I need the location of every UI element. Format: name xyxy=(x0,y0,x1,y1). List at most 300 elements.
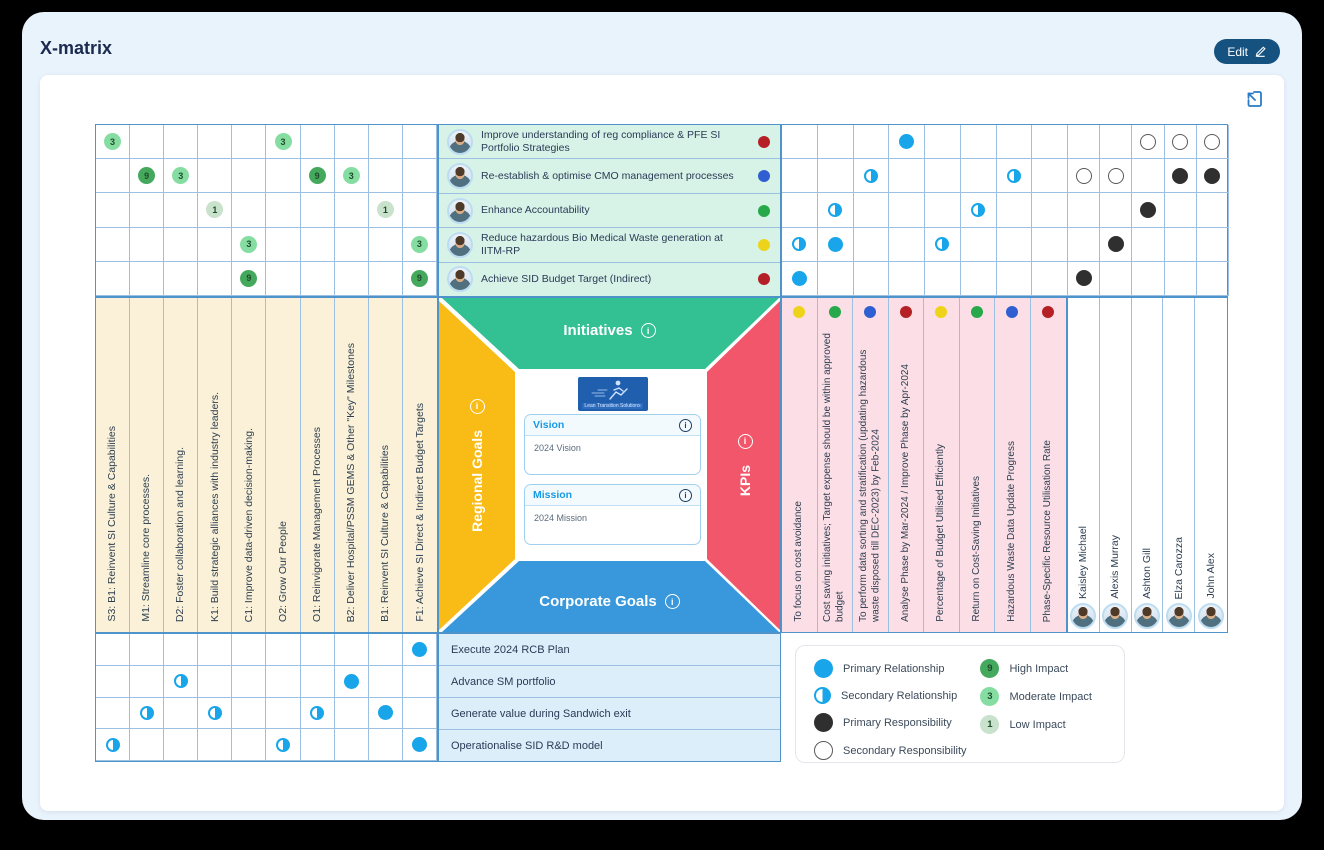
matrix-cell[interactable] xyxy=(369,262,403,296)
person-name-wrap xyxy=(1077,298,1090,599)
resp-secondary-mark[interactable] xyxy=(1108,168,1124,184)
resp-primary-mark[interactable] xyxy=(1076,270,1092,286)
regional-goal-label: K1: Build strategic alliances with industry leaders. xyxy=(208,392,221,622)
matrix-cell[interactable] xyxy=(997,193,1033,227)
person-name: Ashton Gill xyxy=(1140,548,1153,599)
secondary-mark[interactable] xyxy=(828,203,842,217)
matrix-cell[interactable] xyxy=(96,159,130,193)
impact-swatch: 9 xyxy=(980,659,999,678)
resp-primary-swatch xyxy=(814,713,833,732)
matrix-cell[interactable] xyxy=(198,729,232,761)
matrix-cell[interactable] xyxy=(1068,125,1100,159)
matrix-cell[interactable] xyxy=(335,729,369,761)
kpi-status-dot xyxy=(900,306,912,318)
legend-item xyxy=(814,741,980,760)
matrix-cell[interactable] xyxy=(925,262,961,296)
matrix-cell[interactable] xyxy=(301,125,335,159)
matrix-cell[interactable] xyxy=(96,666,130,698)
matrix-cell[interactable] xyxy=(164,193,198,227)
matrix-cell[interactable] xyxy=(1132,193,1164,227)
matrix-cell[interactable] xyxy=(403,666,437,698)
matrix-cell[interactable] xyxy=(1100,262,1132,296)
legend-label: Moderate Impact xyxy=(1009,690,1092,703)
matrix-cell[interactable] xyxy=(1100,159,1132,193)
impact-badge[interactable]: 1 xyxy=(206,201,223,218)
resp-primary-mark[interactable] xyxy=(1140,202,1156,218)
legend-label: Secondary Relationship xyxy=(841,689,958,702)
matrix-cell[interactable] xyxy=(1100,193,1132,227)
matrix-cell[interactable] xyxy=(301,634,335,666)
matrix-cell[interactable] xyxy=(889,159,925,193)
kpi-column[interactable] xyxy=(853,298,889,632)
matrix-cell[interactable] xyxy=(1068,228,1100,262)
matrix-cell[interactable] xyxy=(232,159,266,193)
legend-item xyxy=(814,687,980,704)
matrix-cell[interactable] xyxy=(369,634,403,666)
matrix-cell[interactable] xyxy=(96,729,130,761)
regional-goal-column[interactable] xyxy=(232,298,266,632)
matrix-cell[interactable] xyxy=(818,228,854,262)
secondary-mark[interactable] xyxy=(140,706,154,720)
primary-mark[interactable] xyxy=(412,737,427,752)
matrix-cell[interactable] xyxy=(1068,159,1100,193)
matrix-cell[interactable] xyxy=(130,666,164,698)
info-icon[interactable]: i xyxy=(738,434,753,449)
regional-goals-label-text: Regional Goals xyxy=(469,429,485,532)
primary-mark[interactable] xyxy=(412,642,427,657)
impact-badge[interactable]: 3 xyxy=(343,167,360,184)
matrix-cell[interactable] xyxy=(96,698,130,730)
matrix-cell[interactable] xyxy=(301,666,335,698)
matrix-cell[interactable] xyxy=(403,228,437,262)
matrix-cell[interactable] xyxy=(130,698,164,730)
person-column[interactable] xyxy=(1068,298,1100,632)
matrix-cell[interactable] xyxy=(130,729,164,761)
matrix-cell[interactable] xyxy=(130,193,164,227)
kpi-column[interactable] xyxy=(960,298,996,632)
matrix-cell[interactable] xyxy=(198,262,232,296)
matrix-cell[interactable] xyxy=(335,666,369,698)
matrix-cell[interactable] xyxy=(997,159,1033,193)
legend-label: High Impact xyxy=(1009,662,1069,675)
secondary-mark[interactable] xyxy=(792,237,806,251)
matrix-cell[interactable] xyxy=(96,262,130,296)
matrix-cell[interactable] xyxy=(369,698,403,730)
matrix-cell[interactable] xyxy=(925,193,961,227)
impact-badge[interactable]: 9 xyxy=(240,270,257,287)
person-name-wrap xyxy=(1141,298,1154,599)
corporate-goal-label: Operationalise SID R&D model xyxy=(451,739,603,752)
kpi-column[interactable] xyxy=(889,298,925,632)
edit-button-label: Edit xyxy=(1227,44,1248,59)
matrix-cell[interactable] xyxy=(1132,262,1164,296)
matrix-cell[interactable] xyxy=(232,634,266,666)
kpi-column[interactable] xyxy=(995,298,1031,632)
matrix-cell[interactable] xyxy=(301,698,335,730)
matrix-cell[interactable] xyxy=(1197,193,1229,227)
matrix-cell[interactable] xyxy=(335,634,369,666)
lts-logo xyxy=(578,377,648,411)
corporate-goal-row[interactable] xyxy=(439,634,780,666)
matrix-cell[interactable] xyxy=(301,729,335,761)
matrix-cell[interactable] xyxy=(854,228,890,262)
matrix-cell[interactable] xyxy=(96,193,130,227)
matrix-cell[interactable] xyxy=(232,698,266,730)
xmatrix-canvas xyxy=(40,75,1284,811)
matrix-cell[interactable] xyxy=(997,262,1033,296)
matrix-cell[interactable] xyxy=(335,193,369,227)
matrix-cell[interactable] xyxy=(369,228,403,262)
matrix-cell[interactable] xyxy=(403,698,437,730)
info-icon[interactable]: i xyxy=(679,419,692,432)
resp-secondary-mark[interactable] xyxy=(1140,134,1156,150)
matrix-cell[interactable] xyxy=(403,729,437,761)
matrix-cell[interactable] xyxy=(403,634,437,666)
legend-relationships xyxy=(814,659,980,757)
matrix-cell[interactable] xyxy=(818,125,854,159)
initiative-row[interactable] xyxy=(439,194,780,228)
primary-mark[interactable] xyxy=(344,674,359,689)
matrix-cell[interactable] xyxy=(266,729,300,761)
people-columns xyxy=(1067,297,1228,633)
matrix-cell[interactable] xyxy=(266,159,300,193)
primary-mark[interactable] xyxy=(828,237,843,252)
regional-goal-column[interactable] xyxy=(403,298,437,632)
vision-card[interactable] xyxy=(524,414,701,475)
matrix-cell[interactable] xyxy=(818,159,854,193)
secondary-mark[interactable] xyxy=(106,738,120,752)
matrix-cell[interactable] xyxy=(96,228,130,262)
kpi-column[interactable] xyxy=(818,298,854,632)
primary-swatch xyxy=(814,659,833,678)
secondary-mark[interactable] xyxy=(935,237,949,251)
impact-badge[interactable]: 9 xyxy=(309,167,326,184)
matrix-cell[interactable] xyxy=(301,193,335,227)
matrix-cell[interactable] xyxy=(961,193,997,227)
matrix-cell[interactable] xyxy=(198,159,232,193)
matrix-cell[interactable] xyxy=(818,262,854,296)
mission-value: 2024 Mission xyxy=(534,513,588,523)
regional-goal-label: O1: Reinvigorate Management Processes xyxy=(310,427,323,622)
matrix-cell[interactable] xyxy=(1068,262,1100,296)
mission-title: Mission xyxy=(533,489,573,501)
impact-badge[interactable]: 9 xyxy=(411,270,428,287)
avatar xyxy=(1070,603,1096,629)
matrix-cell[interactable] xyxy=(164,262,198,296)
info-icon[interactable]: i xyxy=(470,399,485,414)
matrix-cell[interactable] xyxy=(854,193,890,227)
matrix-cell[interactable] xyxy=(266,698,300,730)
primary-mark[interactable] xyxy=(792,271,807,286)
kpi-column[interactable] xyxy=(924,298,960,632)
matrix-cell[interactable] xyxy=(782,262,818,296)
mission-card[interactable] xyxy=(524,484,701,545)
matrix-cell[interactable] xyxy=(854,125,890,159)
info-icon[interactable]: i xyxy=(679,489,692,502)
matrix-cell[interactable] xyxy=(1165,228,1197,262)
matrix-cell[interactable] xyxy=(198,666,232,698)
initiative-row[interactable] xyxy=(439,228,780,262)
resp-primary-mark[interactable] xyxy=(1108,236,1124,252)
matrix-cell[interactable] xyxy=(854,262,890,296)
matrix-cell[interactable] xyxy=(369,666,403,698)
matrix-cell[interactable] xyxy=(403,125,437,159)
secondary-mark[interactable] xyxy=(864,169,878,183)
initiative-label: Reduce hazardous Bio Medical Waste generation at IITM-RP xyxy=(481,232,723,257)
impact-badge[interactable]: 3 xyxy=(104,133,121,150)
relationship-grid-top-right xyxy=(781,124,1228,297)
matrix-cell[interactable] xyxy=(997,228,1033,262)
matrix-cell[interactable] xyxy=(1032,159,1068,193)
matrix-cell[interactable] xyxy=(961,159,997,193)
matrix-cell[interactable] xyxy=(335,228,369,262)
matrix-cell[interactable] xyxy=(889,125,925,159)
matrix-cell[interactable] xyxy=(266,193,300,227)
kpi-column[interactable] xyxy=(1031,298,1067,632)
regional-goal-label: C1: Improve data-driven decision-making. xyxy=(242,427,255,622)
matrix-cell[interactable] xyxy=(403,262,437,296)
matrix-cell[interactable] xyxy=(889,228,925,262)
expand-icon[interactable] xyxy=(1242,87,1266,111)
relationship-grid-bottom-left xyxy=(95,633,438,762)
legend-item xyxy=(814,659,980,678)
initiative-row[interactable] xyxy=(439,263,780,296)
matrix-cell[interactable] xyxy=(232,729,266,761)
matrix-cell[interactable] xyxy=(232,193,266,227)
edit-button[interactable] xyxy=(1214,39,1280,64)
kpi-label: Cost saving initiatives; Target expense should be within approved budget xyxy=(822,333,846,622)
kpi-status-dot xyxy=(1042,306,1054,318)
matrix-cell[interactable] xyxy=(1132,125,1164,159)
matrix-cell[interactable] xyxy=(369,729,403,761)
matrix-cell[interactable] xyxy=(335,262,369,296)
initiatives-list xyxy=(438,124,781,297)
matrix-cell[interactable] xyxy=(232,666,266,698)
matrix-cell[interactable] xyxy=(403,193,437,227)
initiative-row[interactable] xyxy=(439,125,780,159)
regional-goal-label: D2: Foster collaboration and learning. xyxy=(174,446,187,622)
corporate-goal-row[interactable] xyxy=(439,730,780,761)
legend-item xyxy=(980,715,1092,734)
matrix-cell[interactable] xyxy=(1165,125,1197,159)
secondary-mark[interactable] xyxy=(208,706,222,720)
matrix-cell[interactable] xyxy=(1165,159,1197,193)
regional-goal-column[interactable] xyxy=(198,298,232,632)
kpi-label: Return on Cost-Saving Initiatives xyxy=(970,476,982,622)
corporate-goals-quadrant-label xyxy=(439,593,780,610)
regional-goal-column[interactable] xyxy=(301,298,335,632)
person-column[interactable] xyxy=(1132,298,1164,632)
matrix-cell[interactable] xyxy=(1197,159,1229,193)
resp-secondary-mark[interactable] xyxy=(1204,134,1220,150)
matrix-cell[interactable] xyxy=(997,125,1033,159)
matrix-cell[interactable] xyxy=(925,125,961,159)
legend-item xyxy=(980,659,1092,678)
person-column[interactable] xyxy=(1163,298,1195,632)
matrix-cell[interactable] xyxy=(1068,193,1100,227)
corporate-goal-label: Generate value during Sandwich exit xyxy=(451,707,631,720)
matrix-cell[interactable] xyxy=(301,159,335,193)
matrix-cell[interactable] xyxy=(1132,159,1164,193)
matrix-cell[interactable] xyxy=(266,125,300,159)
matrix-cell[interactable] xyxy=(369,159,403,193)
impact-swatch: 1 xyxy=(980,715,999,734)
info-icon[interactable]: i xyxy=(641,323,656,338)
resp-secondary-mark[interactable] xyxy=(1172,134,1188,150)
matrix-cell[interactable] xyxy=(164,228,198,262)
matrix-cell[interactable] xyxy=(198,228,232,262)
resp-secondary-swatch xyxy=(814,741,833,760)
matrix-cell[interactable] xyxy=(164,125,198,159)
avatar xyxy=(447,198,473,224)
regional-goal-column[interactable] xyxy=(266,298,300,632)
legend-impacts xyxy=(980,659,1092,749)
secondary-mark[interactable] xyxy=(310,706,324,720)
matrix-cell[interactable] xyxy=(301,228,335,262)
matrix-cell[interactable] xyxy=(130,159,164,193)
matrix-cell[interactable] xyxy=(403,159,437,193)
matrix-cell[interactable] xyxy=(335,159,369,193)
matrix-cell[interactable] xyxy=(301,262,335,296)
matrix-cell[interactable] xyxy=(96,125,130,159)
matrix-cell[interactable] xyxy=(266,666,300,698)
corporate-goal-row[interactable] xyxy=(439,698,780,730)
matrix-cell[interactable] xyxy=(1197,228,1229,262)
matrix-cell[interactable] xyxy=(198,634,232,666)
matrix-cell[interactable] xyxy=(889,193,925,227)
matrix-cell[interactable] xyxy=(130,634,164,666)
initiative-status-dot xyxy=(758,136,770,148)
matrix-cell[interactable] xyxy=(130,228,164,262)
person-name: John Alex xyxy=(1204,553,1217,599)
secondary-mark[interactable] xyxy=(971,203,985,217)
matrix-cell[interactable] xyxy=(854,159,890,193)
matrix-cell[interactable] xyxy=(266,228,300,262)
matrix-cell[interactable] xyxy=(369,193,403,227)
matrix-cell[interactable] xyxy=(369,125,403,159)
matrix-cell[interactable] xyxy=(198,125,232,159)
kpi-label: Phase-Specific Resource Utilisation Rate xyxy=(1042,439,1053,622)
matrix-cell[interactable] xyxy=(1165,193,1197,227)
kpi-column[interactable] xyxy=(782,298,818,632)
secondary-mark[interactable] xyxy=(1007,169,1021,183)
matrix-cell[interactable] xyxy=(925,159,961,193)
secondary-mark[interactable] xyxy=(174,674,188,688)
matrix-cell[interactable] xyxy=(818,193,854,227)
regional-goal-label: B1: Reinvent SI Culture & Capabilities xyxy=(379,445,392,622)
matrix-cell[interactable] xyxy=(198,193,232,227)
impact-badge[interactable]: 3 xyxy=(275,133,292,150)
person-name-wrap xyxy=(1109,298,1122,599)
matrix-cell[interactable] xyxy=(164,634,198,666)
impact-badge[interactable]: 3 xyxy=(172,167,189,184)
kpi-status-dot xyxy=(793,306,805,318)
corporate-goal-row[interactable] xyxy=(439,666,780,698)
matrix-cell[interactable] xyxy=(1165,262,1197,296)
matrix-cell[interactable] xyxy=(961,228,997,262)
avatar xyxy=(1134,603,1160,629)
initiative-status-dot xyxy=(758,239,770,251)
secondary-mark[interactable] xyxy=(276,738,290,752)
initiative-label: Re-establish & optimise CMO management processes xyxy=(481,169,734,182)
matrix-cell[interactable] xyxy=(782,193,818,227)
impact-badge[interactable]: 1 xyxy=(377,201,394,218)
matrix-cell[interactable] xyxy=(198,698,232,730)
resp-primary-mark[interactable] xyxy=(1172,168,1188,184)
matrix-cell[interactable] xyxy=(1032,193,1068,227)
impact-badge[interactable]: 9 xyxy=(138,167,155,184)
impact-badge[interactable]: 3 xyxy=(240,236,257,253)
center-panel xyxy=(516,372,709,560)
matrix-cell[interactable] xyxy=(335,125,369,159)
matrix-cell[interactable] xyxy=(164,666,198,698)
regional-goal-column[interactable] xyxy=(335,298,369,632)
info-icon[interactable]: i xyxy=(665,594,680,609)
matrix-cell[interactable] xyxy=(1032,228,1068,262)
person-column[interactable] xyxy=(1100,298,1132,632)
corporate-goals-label-text: Corporate Goals xyxy=(539,593,657,610)
matrix-cell[interactable] xyxy=(232,228,266,262)
matrix-cell[interactable] xyxy=(164,729,198,761)
regional-goal-column[interactable] xyxy=(369,298,403,632)
xmatrix xyxy=(95,124,1228,762)
matrix-cell[interactable] xyxy=(266,262,300,296)
regional-goal-column[interactable] xyxy=(164,298,198,632)
kpi-label: Percentage of Budget Utilised Efficiently xyxy=(935,444,946,622)
matrix-cell[interactable] xyxy=(961,262,997,296)
person-column[interactable] xyxy=(1195,298,1227,632)
resp-secondary-mark[interactable] xyxy=(1076,168,1092,184)
initiative-row[interactable] xyxy=(439,159,780,193)
regional-goal-column[interactable] xyxy=(130,298,164,632)
matrix-cell[interactable] xyxy=(1197,262,1229,296)
matrix-cell[interactable] xyxy=(130,262,164,296)
primary-mark[interactable] xyxy=(378,705,393,720)
matrix-cell[interactable] xyxy=(925,228,961,262)
avatar xyxy=(447,232,473,258)
matrix-cell[interactable] xyxy=(164,698,198,730)
matrix-cell[interactable] xyxy=(782,125,818,159)
matrix-cell[interactable] xyxy=(335,698,369,730)
matrix-cell[interactable] xyxy=(782,228,818,262)
matrix-cell[interactable] xyxy=(1197,125,1229,159)
avatar xyxy=(447,266,473,292)
matrix-cell[interactable] xyxy=(96,634,130,666)
matrix-cell[interactable] xyxy=(961,125,997,159)
matrix-cell[interactable] xyxy=(232,125,266,159)
matrix-cell[interactable] xyxy=(889,262,925,296)
primary-mark[interactable] xyxy=(899,134,914,149)
matrix-cell[interactable] xyxy=(232,262,266,296)
matrix-cell[interactable] xyxy=(1100,125,1132,159)
matrix-cell[interactable] xyxy=(1100,228,1132,262)
impact-swatch: 3 xyxy=(980,687,999,706)
matrix-cell[interactable] xyxy=(130,125,164,159)
matrix-cell[interactable] xyxy=(1132,228,1164,262)
matrix-cell[interactable] xyxy=(164,159,198,193)
matrix-cell[interactable] xyxy=(1032,125,1068,159)
regional-goals-quadrant-label xyxy=(449,298,505,632)
matrix-cell[interactable] xyxy=(1032,262,1068,296)
matrix-cell[interactable] xyxy=(782,159,818,193)
initiative-status-dot xyxy=(758,205,770,217)
impact-badge[interactable]: 3 xyxy=(411,236,428,253)
initiative-status-dot xyxy=(758,273,770,285)
matrix-cell[interactable] xyxy=(266,634,300,666)
app-page xyxy=(22,12,1302,820)
resp-primary-mark[interactable] xyxy=(1204,168,1220,184)
regional-goal-column[interactable] xyxy=(96,298,130,632)
